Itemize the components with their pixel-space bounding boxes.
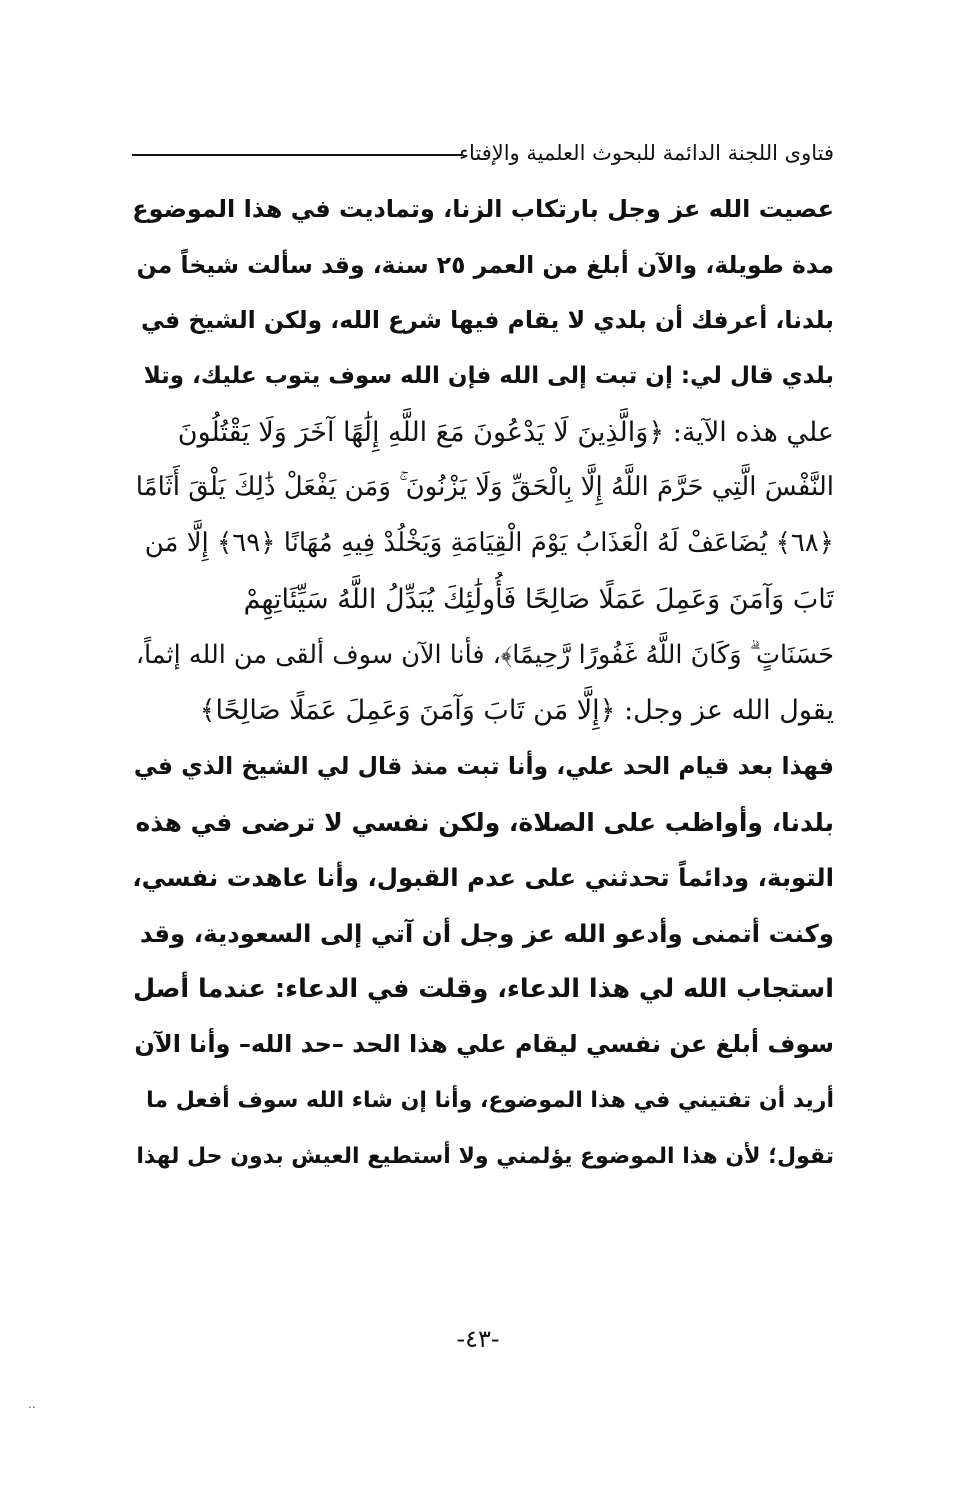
body-text — [132, 182, 834, 1184]
text-line: أريد أن تفتيني في هذا الموضوع، وأنا إن شاء الله سوف أفعل ما — [146, 1088, 834, 1113]
text-line: وكنت أتمنى وأدعو الله عز وجل أن آتي إلى السعودية، وقد — [139, 918, 834, 948]
header-rule — [132, 154, 462, 156]
text-line: مدة طويلة، والآن أبلغ من العمر ٢٥ سنة، وقد سألت شيخاً من — [136, 250, 834, 279]
text-line: التوبة، ودائماً تحدثني على عدم القبول، وأنا عاهدت نفسي، — [132, 863, 834, 893]
quran-verse-line: ﴿٦٨﴾ يُضَاعَفْ لَهُ الْعَذَابُ يَوْمَ الْقِيَامَةِ وَيَخْلُدْ فِيهِ مُهَانًا ﴿٦٩﴾ إِلَّا مَن — [144, 528, 834, 559]
text-line: بلدنا، وأواظب على الصلاة، ولكن نفسي لا ترضى في هذه — [135, 807, 834, 837]
quran-verse-line: يقول الله عز وجل: ﴿إِلَّا مَن تَابَ وَآمَنَ وَعَمِلَ عَمَلًا صَالِحًا﴾ — [199, 695, 834, 727]
header-title: فتاوى اللجنة الدائمة للبحوث العلمية والإفتاء — [459, 141, 834, 165]
text-line: بلدي قال لي: إن تبت إلى الله فإن الله سوف يتوب عليك، وتلا — [143, 363, 834, 390]
text-line: سوف أبلغ عن نفسي ليقام علي هذا الحد –حد الله– وأنا الآن — [134, 1030, 834, 1059]
text-line: فهذا بعد قيام الحد علي، وأنا تبت منذ قال لي الشيخ الذي في — [133, 751, 834, 780]
quran-verse-line: تَابَ وَآمَنَ وَعَمِلَ عَمَلًا صَالِحًا فَأُولَٰئِكَ يُبَدِّلُ اللَّهُ سَيِّئَاتِهِمْ — [243, 583, 834, 615]
text-line: بلدنا، أعرفك أن بلدي لا يقام فيها شرع الله، ولكن الشيخ في — [141, 306, 834, 335]
quran-verse-line: حَسَنَاتٍ ۗ وَكَانَ اللَّهُ غَفُورًا رَّحِيمًا﴾، فأنا الآن سوف ألقى من الله إثماً، — [135, 639, 834, 670]
page-number: -٤٣- — [456, 1325, 500, 1353]
text-line: تقول؛ لأن هذا الموضوع يؤلمني ولا أستطيع العيش بدون حل لهذا — [136, 1143, 834, 1169]
text-line: عصيت الله عز وجل بارتكاب الزنا، وتماديت في هذا الموضوع — [132, 195, 834, 223]
text-line: استجاب الله لي هذا الدعاء، وقلت في الدعاء: عندما أصل — [133, 973, 834, 1004]
running-header — [132, 138, 834, 174]
corner-mark: .. — [28, 1397, 36, 1411]
quran-verse-line: النَّفْسَ الَّتِي حَرَّمَ اللَّهُ إِلَّا بِالْحَقِّ وَلَا يَزْنُونَ ۚ وَمَن يَفْعَلْ ذَٰلِكَ يَلْقَ أَثَامًا — [135, 472, 834, 503]
quran-verse-line: علي هذه الآية: ﴿وَالَّذِينَ لَا يَدْعُونَ مَعَ اللَّهِ إِلَٰهًا آخَرَ وَلَا يَقْتُلُونَ — [177, 416, 834, 448]
